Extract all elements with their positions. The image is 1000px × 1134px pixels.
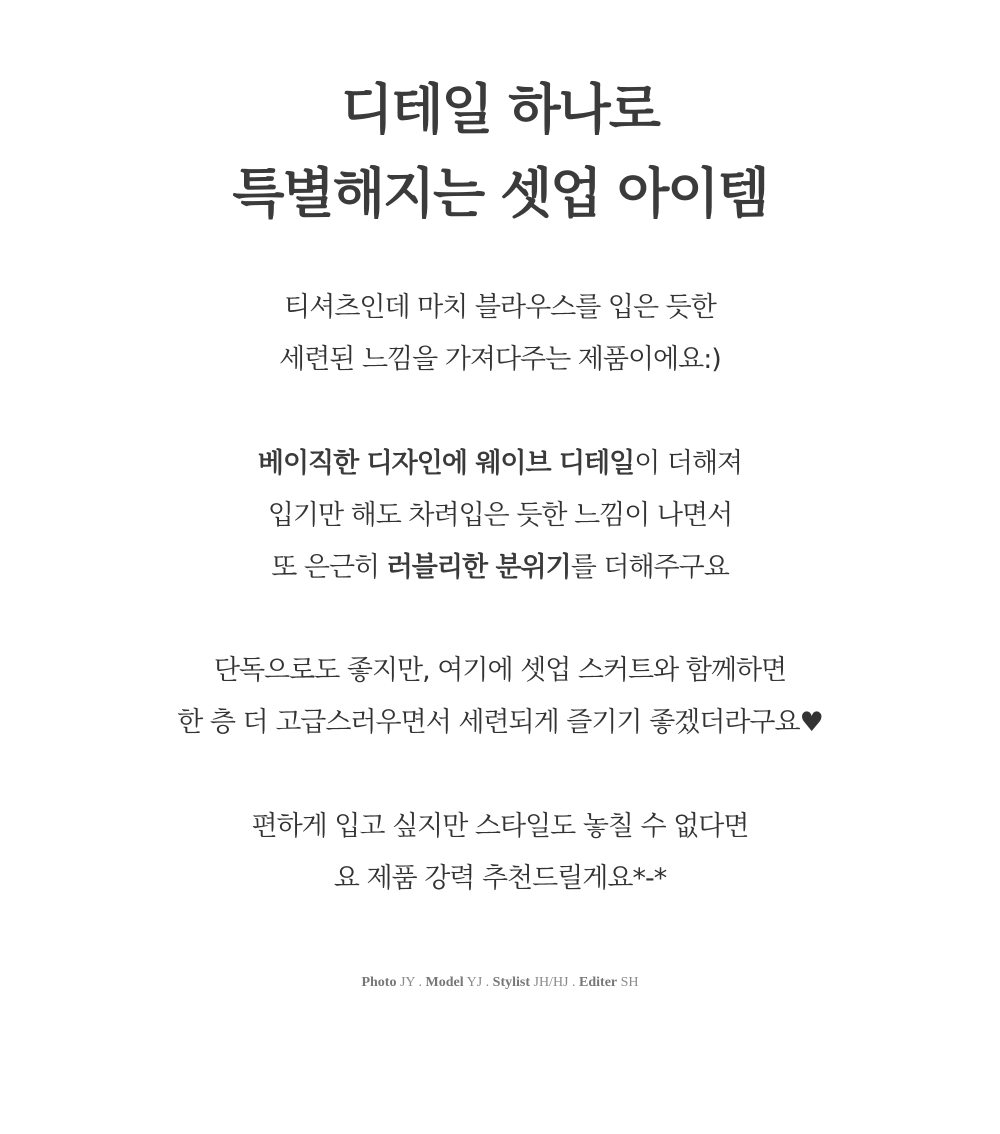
headline [0, 68, 1000, 236]
paragraph-3-line-1: 단독으로도 좋지만, 여기에 셋업 스커트와 함께하면 [213, 655, 787, 686]
paragraph-2-line-3 [0, 542, 1000, 594]
paragraph-2-line-3-rest: 를 더해주구요 [570, 552, 729, 583]
paragraph-2-line-1 [0, 438, 1000, 490]
credit-photo-label: Photo [361, 975, 397, 990]
description-paragraph-4 [0, 801, 1000, 905]
description-paragraph-2 [0, 438, 1000, 594]
highlight-lovely-mood: 러블리한 분위기 [386, 552, 571, 583]
credit-editor-value: SH [617, 975, 639, 990]
description-paragraph-3 [0, 645, 1000, 749]
photo-credits [0, 972, 1000, 994]
credit-editor-label: Editer [579, 975, 618, 990]
credit-photo-value: JY . [396, 975, 426, 990]
highlight-basic-design: 베이직한 디자인에 웨이브 디테일 [257, 448, 635, 479]
description-paragraph-1 [0, 282, 1000, 386]
paragraph-4-line-1: 편하게 입고 싶지만 스타일도 놓칠 수 없다면 [251, 811, 749, 842]
headline-line-1: 디테일 하나로 [341, 78, 659, 141]
credit-stylist-label: Stylist [492, 975, 530, 990]
headline-line-2: 특별해지는 셋업 아이템 [232, 162, 768, 225]
paragraph-1-line-1: 티셔츠인데 마치 블라우스를 입은 듯한 [284, 292, 716, 323]
paragraph-2-line-2: 입기만 해도 차려입은 듯한 느낌이 나면서 [267, 500, 733, 531]
credit-stylist-value: JH/HJ . [530, 975, 580, 990]
paragraph-3-line-2: 한 층 더 고급스러우면서 세련되게 즐기기 좋겠더라구요♥ [177, 707, 823, 738]
paragraph-2-line-3-pre: 또 은근히 [271, 552, 387, 583]
paragraph-4-line-2: 요 제품 강력 추천드릴게요*-* [333, 863, 667, 894]
credit-model-label: Model [425, 975, 464, 990]
paragraph-2-line-1-rest: 이 더해져 [634, 448, 743, 479]
credit-model-value: YJ . [463, 975, 493, 990]
paragraph-1-line-2: 세련된 느낌을 가져다주는 제품이에요:) [279, 344, 721, 375]
